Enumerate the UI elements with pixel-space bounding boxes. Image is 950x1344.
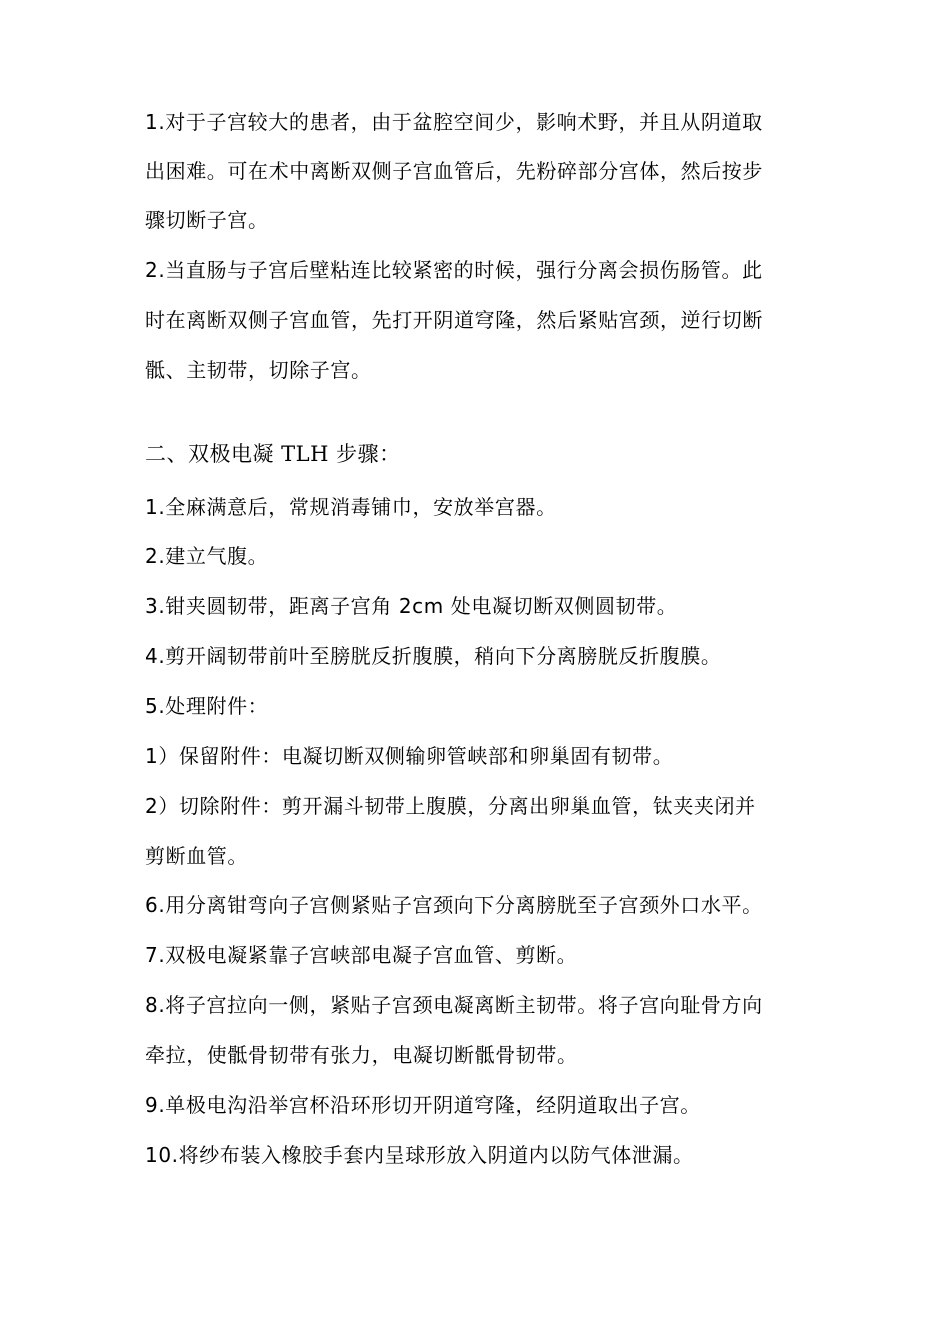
paragraph-line: 时在离断双侧子宫血管，先打开阴道穹隆，然后紧贴宫颈，逆行切断 [145, 308, 763, 332]
step-line: 7.双极电凝紧靠子宫峡部电凝子宫血管、剪断。 [145, 943, 578, 967]
step-line: 9.单极电沟沿举宫杯沿环形切开阴道穹隆，经阴道取出子宫。 [145, 1093, 701, 1117]
step-line: 1）保留附件：电凝切断双侧输卵管峡部和卵巢固有韧带。 [145, 744, 674, 768]
step-line: 5.处理附件： [145, 694, 269, 718]
step-line: 8.将子宫拉向一侧，紧贴子宫颈电凝离断主韧带。将子宫向耻骨方向 [145, 993, 763, 1017]
step-line: 2.建立气腹。 [145, 544, 269, 568]
paragraph-line: 骶、主韧带，切除子宫。 [145, 358, 372, 382]
paragraph-line: 1.对于子宫较大的患者，由于盆腔空间少，影响术野，并且从阴道取 [145, 110, 763, 134]
step-line: 2）切除附件：剪开漏斗韧带上腹膜，分离出卵巢血管，钛夹夹闭并 [145, 794, 756, 818]
step-line: 3.钳夹圆韧带，距离子宫角 2cm 处电凝切断双侧圆韧带。 [145, 594, 678, 618]
step-line: 4.剪开阔韧带前叶至膀胱反折腹膜，稍向下分离膀胱反折腹膜。 [145, 644, 722, 668]
section-heading: 二、双极电凝 TLH 步骤： [145, 442, 401, 466]
step-line: 牵拉，使骶骨韧带有张力，电凝切断骶骨韧带。 [145, 1043, 578, 1067]
step-line: 剪断血管。 [145, 844, 248, 868]
step-line: 6.用分离钳弯向子宫侧紧贴子宫颈向下分离膀胱至子宫颈外口水平。 [145, 893, 763, 917]
step-line: 10.将纱布装入橡胶手套内呈球形放入阴道内以防气体泄漏。 [145, 1143, 694, 1167]
step-line: 1.全麻满意后，常规消毒铺巾，安放举宫器。 [145, 495, 557, 519]
paragraph-line: 出困难。可在术中离断双侧子宫血管后，先粉碎部分宫体，然后按步 [145, 159, 763, 183]
paragraph-line: 2.当直肠与子宫后壁粘连比较紧密的时候，强行分离会损伤肠管。此 [145, 258, 763, 282]
paragraph-line: 骤切断子宫。 [145, 208, 269, 232]
